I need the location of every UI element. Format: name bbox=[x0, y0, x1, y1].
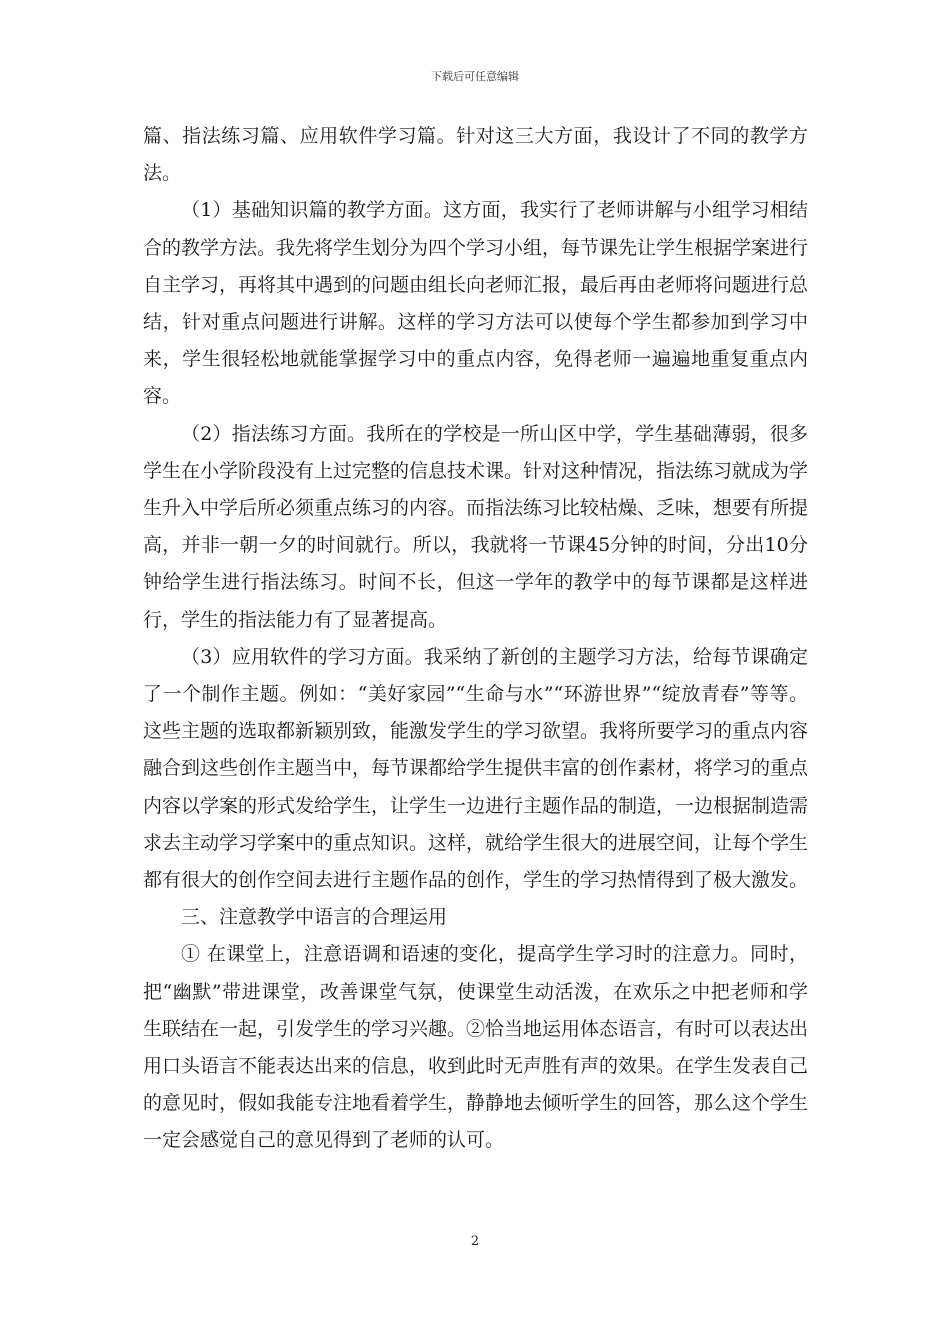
paragraph-basic-knowledge: （1）基础知识篇的教学方面。这方面，我实行了老师讲解与小组学习相结合的教学方法。我先将学生划分为四个学习小组，每节课先让学生根据学案进行自主学习，再将其中遇到的问题由组长向老师汇报，最后再由老师将问题进行总结，针对重点问题进行讲解。这样的学习方法可以使每个学生都参加到学习中来，学生很轻松地就能掌握学习中的重点内容，免得老师一遍遍地重复重点内容。 bbox=[143, 199, 809, 408]
paragraph-typing-practice: （2）指法练习方面。我所在的学校是一所山区中学，学生基础薄弱，很多学生在小学阶段没有上过完整的信息技术课。针对这种情况，指法练习就成为学生升入中学后所必须重点练习的内容。而指法练习比较枯燥、乏味，想要有所提高，并非一朝一夕的时间就行。所以，我就将一节课45分钟的时间，分出10分钟给学生进行指法练习。时间不长，但这一学年的教学中的每节课都是这样进行，学生的指法能力有了显著提高。 bbox=[143, 422, 809, 631]
paragraph-application-software: （3）应用软件的学习方面。我采纳了新创的主题学习方法，给每节课确定了一个制作主题。例如：“美好家园”“生命与水”“环游世界”“绽放青春”等等。这些主题的选取都新颖别致，能激发学生的学习欲望。我将所要学习的重点内容融合到这些创作主题当中，每节课都给学生提供丰富的创作素材，将学习的重点内容以学案的形式发给学生，让学生一边进行主题作品的制造，一边根据制造需求去主动学习学案中的重点知识。这样，就给学生很大的进展空间，让每个学生都有很大的创作空间去进行主题作品的创作，学生的学习热情得到了极大激发。 bbox=[143, 645, 809, 892]
section-heading-language: 三、注意教学中语言的合理运用 bbox=[181, 906, 448, 929]
page-header: 下载后可任意编辑 bbox=[431, 70, 519, 83]
paragraph-language-use: ① 在课堂上，注意语调和语速的变化，提高学生学习时的注意力。同时，把“幽默”带进课堂，改善课堂气氛，使课堂生动活泼，在欢乐之中把老师和学生联结在一起，引发学生的学习兴趣。②恰当地运用体态语言，有时可以表达出用口头语言不能表达出来的信息，收到此时无声胜有声的效果。在学生发表自己的意见时，假如我能专注地看着学生，静静地去倾听学生的回答，那么这个学生一定会感觉自己的意见得到了老师的认可。 bbox=[143, 943, 809, 1152]
paragraph-continuation: 篇、指法练习篇、应用软件学习篇。针对这三大方面，我设计了不同的教学方法。 bbox=[143, 125, 808, 185]
document-body bbox=[143, 118, 808, 1160]
page-number: 2 bbox=[470, 1234, 480, 1249]
